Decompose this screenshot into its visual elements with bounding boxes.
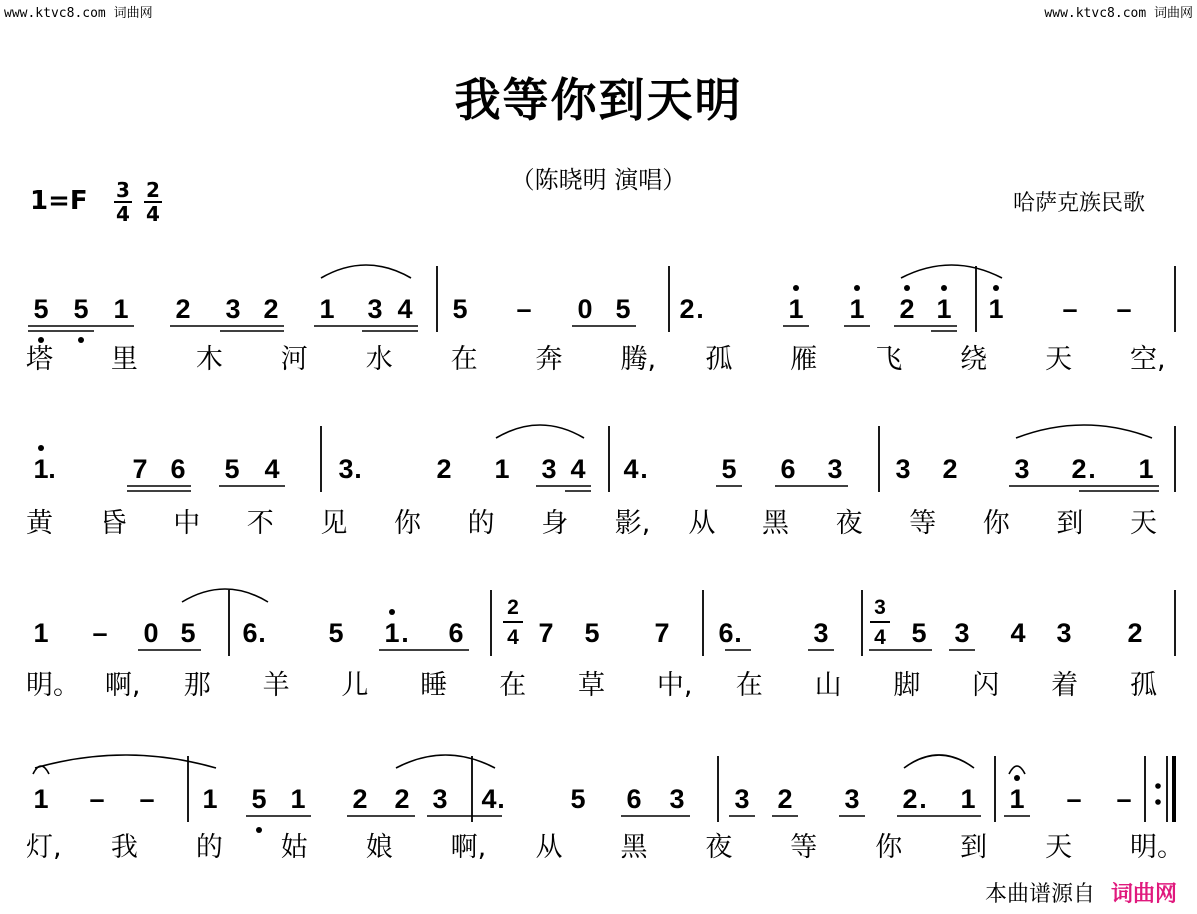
lyric-char: 天 <box>1045 832 1073 863</box>
time-sig-change-den: 4 <box>507 626 519 649</box>
lyric-char: 夜 <box>705 832 733 863</box>
note: 3 <box>813 618 829 648</box>
time-sig-change-den: 4 <box>874 626 886 649</box>
lyric-char: 等 <box>909 508 937 539</box>
lyric-char: 天 <box>1045 344 1073 375</box>
lyric-char: 在 <box>450 344 478 375</box>
lyric-char: 飞 <box>875 344 903 375</box>
note: . <box>734 618 742 648</box>
note: 3 <box>367 294 383 324</box>
note: . <box>919 784 927 814</box>
key-signature: 1=F <box>30 186 88 216</box>
note: 3 <box>827 454 843 484</box>
note: – <box>1066 784 1082 814</box>
note: 0 <box>577 294 593 324</box>
note: . <box>640 454 648 484</box>
lyric-char: 昏 <box>99 508 127 539</box>
note: 5 <box>224 454 240 484</box>
note: 4 <box>264 454 280 484</box>
time-sig-numerator: 2 <box>146 178 160 202</box>
note: 4 <box>397 294 413 324</box>
lyric-char: 从 <box>688 508 716 539</box>
lyric-char: 的 <box>467 508 495 539</box>
note: 2 <box>436 454 452 484</box>
lyric-char: 天 <box>1130 508 1157 539</box>
note: 5 <box>911 618 927 648</box>
repeat-dot <box>1155 799 1161 805</box>
low-octave-dot <box>38 337 44 343</box>
note: 5 <box>328 618 344 648</box>
note: 0 <box>143 618 159 648</box>
time-sig-denominator: 4 <box>146 202 160 226</box>
lyric-char: 明。 <box>1130 832 1184 863</box>
lyric-char: 闪 <box>972 670 1000 701</box>
note: 4 <box>623 454 639 484</box>
lyric-char: 孤 <box>705 344 733 375</box>
note: . <box>48 454 56 484</box>
note: 7 <box>538 618 554 648</box>
high-octave-dot <box>38 445 44 451</box>
repeat-dot <box>1155 783 1161 789</box>
note: 5 <box>251 784 267 814</box>
note: 2 <box>394 784 410 814</box>
lyric-char: 草 <box>578 670 605 701</box>
note: – <box>516 294 532 324</box>
note: 7 <box>132 454 148 484</box>
fermata <box>1009 766 1025 774</box>
footer-source <box>985 877 1177 908</box>
lyric-char: 雁 <box>790 344 818 375</box>
note: 1 <box>33 618 49 648</box>
slur <box>904 755 974 768</box>
note: 6 <box>242 618 258 648</box>
note: 1 <box>960 784 976 814</box>
lyric-char: 孤 <box>1130 670 1157 701</box>
note: 3 <box>541 454 557 484</box>
note: – <box>139 784 155 814</box>
note: 2 <box>899 294 915 324</box>
lyric-char: 奔 <box>535 344 563 375</box>
lyric-char: 睡 <box>420 670 448 701</box>
high-octave-dot <box>1014 775 1020 781</box>
note: . <box>696 294 704 324</box>
note: 1 <box>113 294 129 324</box>
lyric-char: 在 <box>499 670 527 701</box>
lyric-char: 那 <box>183 670 211 701</box>
note: 1 <box>33 454 49 484</box>
lyric-char: 黑 <box>762 508 789 539</box>
note: 7 <box>654 618 670 648</box>
watermark-left: www.ktvc8.com 词曲网 <box>4 6 153 21</box>
slur <box>182 589 268 602</box>
song-title: 我等你到天明 <box>454 73 743 127</box>
lyric-char: 到 <box>1056 508 1084 539</box>
lyric-char: 中, <box>656 670 693 701</box>
note: 2 <box>902 784 918 814</box>
note: 5 <box>584 618 600 648</box>
note: 1 <box>936 294 952 324</box>
note: 3 <box>338 454 354 484</box>
slur <box>396 755 495 768</box>
note: – <box>1062 294 1078 324</box>
lyric-char: 你 <box>875 832 903 863</box>
note: – <box>89 784 105 814</box>
note: 1 <box>290 784 306 814</box>
note: 4 <box>570 454 586 484</box>
note: 2 <box>352 784 368 814</box>
time-sig-change-num: 2 <box>507 596 519 619</box>
high-octave-dot <box>793 285 799 291</box>
note: 2 <box>175 294 191 324</box>
time-sig-numerator: 3 <box>116 178 130 202</box>
note: 3 <box>225 294 241 324</box>
lyric-char: 儿 <box>341 670 369 701</box>
lyric-char: 等 <box>790 832 818 863</box>
note: 1 <box>202 784 218 814</box>
note: 2 <box>1127 618 1143 648</box>
time-sig-denominator: 4 <box>116 202 130 226</box>
note: 3 <box>669 784 685 814</box>
note: 1 <box>1138 454 1154 484</box>
note: 5 <box>721 454 737 484</box>
slur <box>901 265 1002 278</box>
lyric-char: 啊, <box>104 670 141 701</box>
lyric-char: 水 <box>365 344 393 375</box>
lyric-char: 的 <box>195 832 223 863</box>
slur <box>321 265 411 278</box>
lyric-char: 空, <box>1130 344 1166 375</box>
lyric-char: 到 <box>960 832 988 863</box>
lyric-char: 身 <box>541 508 569 539</box>
lyric-char: 脚 <box>893 670 921 701</box>
note: 1 <box>494 454 510 484</box>
lyric-char: 腾, <box>620 344 657 375</box>
note: 6 <box>170 454 186 484</box>
lyric-char: 见 <box>320 508 348 539</box>
lyric-char: 从 <box>535 832 563 863</box>
lyric-char: 姑 <box>280 832 308 863</box>
note: . <box>258 618 266 648</box>
note: 6 <box>626 784 642 814</box>
lyric-char: 黄 <box>26 508 53 539</box>
note: 5 <box>570 784 586 814</box>
lyric-char: 黑 <box>620 832 648 863</box>
note: 6 <box>448 618 464 648</box>
lyric-char: 河 <box>280 344 308 375</box>
note: 2 <box>777 784 793 814</box>
note: . <box>401 618 409 648</box>
lyric-char: 里 <box>110 344 138 375</box>
lyric-char: 夜 <box>835 508 863 539</box>
note: . <box>1088 454 1096 484</box>
singer-credit: （陈晓明 演唱） <box>510 166 687 194</box>
note: 5 <box>615 294 631 324</box>
lyric-char: 山 <box>814 670 842 701</box>
lyric-char: 明。 <box>26 670 80 701</box>
lyric-char: 在 <box>735 670 763 701</box>
note: 1 <box>319 294 335 324</box>
note: 5 <box>180 618 196 648</box>
note: . <box>354 454 362 484</box>
lyric-char: 娘 <box>365 832 393 863</box>
lyric-char: 你 <box>982 508 1010 539</box>
note: 3 <box>432 784 448 814</box>
note: – <box>1116 294 1132 324</box>
slur <box>1016 425 1152 438</box>
time-sig-change-num: 3 <box>874 596 886 619</box>
watermark-right: www.ktvc8.com 词曲网 <box>1044 6 1193 21</box>
note: 3 <box>895 454 911 484</box>
lyric-char: 我 <box>110 832 138 863</box>
note: . <box>497 784 505 814</box>
lyric-char: 啊, <box>450 832 487 863</box>
note: 6 <box>718 618 734 648</box>
note: 4 <box>1010 618 1026 648</box>
low-octave-dot <box>256 827 262 833</box>
high-octave-dot <box>904 285 910 291</box>
note: 1 <box>1009 784 1025 814</box>
note: – <box>1116 784 1132 814</box>
footer-text: 本曲谱源自 <box>984 882 1095 907</box>
note: 4 <box>481 784 497 814</box>
lyric-char: 不 <box>246 508 274 539</box>
lyric-char: 影, <box>614 508 651 539</box>
high-octave-dot <box>389 609 395 615</box>
lyric-char: 木 <box>195 344 223 375</box>
lyric-char: 绕 <box>960 344 988 375</box>
note: 1 <box>33 784 49 814</box>
note: 2 <box>679 294 695 324</box>
lyric-char: 中 <box>173 508 201 539</box>
lyric-char: 塔 <box>26 344 53 375</box>
note: – <box>92 618 108 648</box>
note: 3 <box>1056 618 1072 648</box>
slur <box>496 425 584 438</box>
note: 3 <box>734 784 750 814</box>
low-octave-dot <box>78 337 84 343</box>
note: 3 <box>1014 454 1030 484</box>
note: 3 <box>844 784 860 814</box>
footer-brand-link[interactable]: 词曲网 <box>1110 882 1177 907</box>
note: 5 <box>73 294 89 324</box>
note: 1 <box>988 294 1004 324</box>
high-octave-dot <box>993 285 999 291</box>
high-octave-dot <box>854 285 860 291</box>
note: 1 <box>384 618 400 648</box>
note: 6 <box>780 454 796 484</box>
note: 2 <box>263 294 279 324</box>
lyric-char: 羊 <box>262 670 290 701</box>
lyric-char: 着 <box>1051 670 1079 701</box>
note: 1 <box>788 294 804 324</box>
note: 5 <box>33 294 49 324</box>
note: 3 <box>954 618 970 648</box>
note: 2 <box>942 454 958 484</box>
song-origin: 哈萨克族民歌 <box>1012 191 1145 216</box>
note: 2 <box>1071 454 1087 484</box>
note: 1 <box>849 294 865 324</box>
lyric-char: 灯, <box>26 832 62 863</box>
lyric-char: 你 <box>394 508 421 539</box>
high-octave-dot <box>941 285 947 291</box>
note: 5 <box>452 294 468 324</box>
